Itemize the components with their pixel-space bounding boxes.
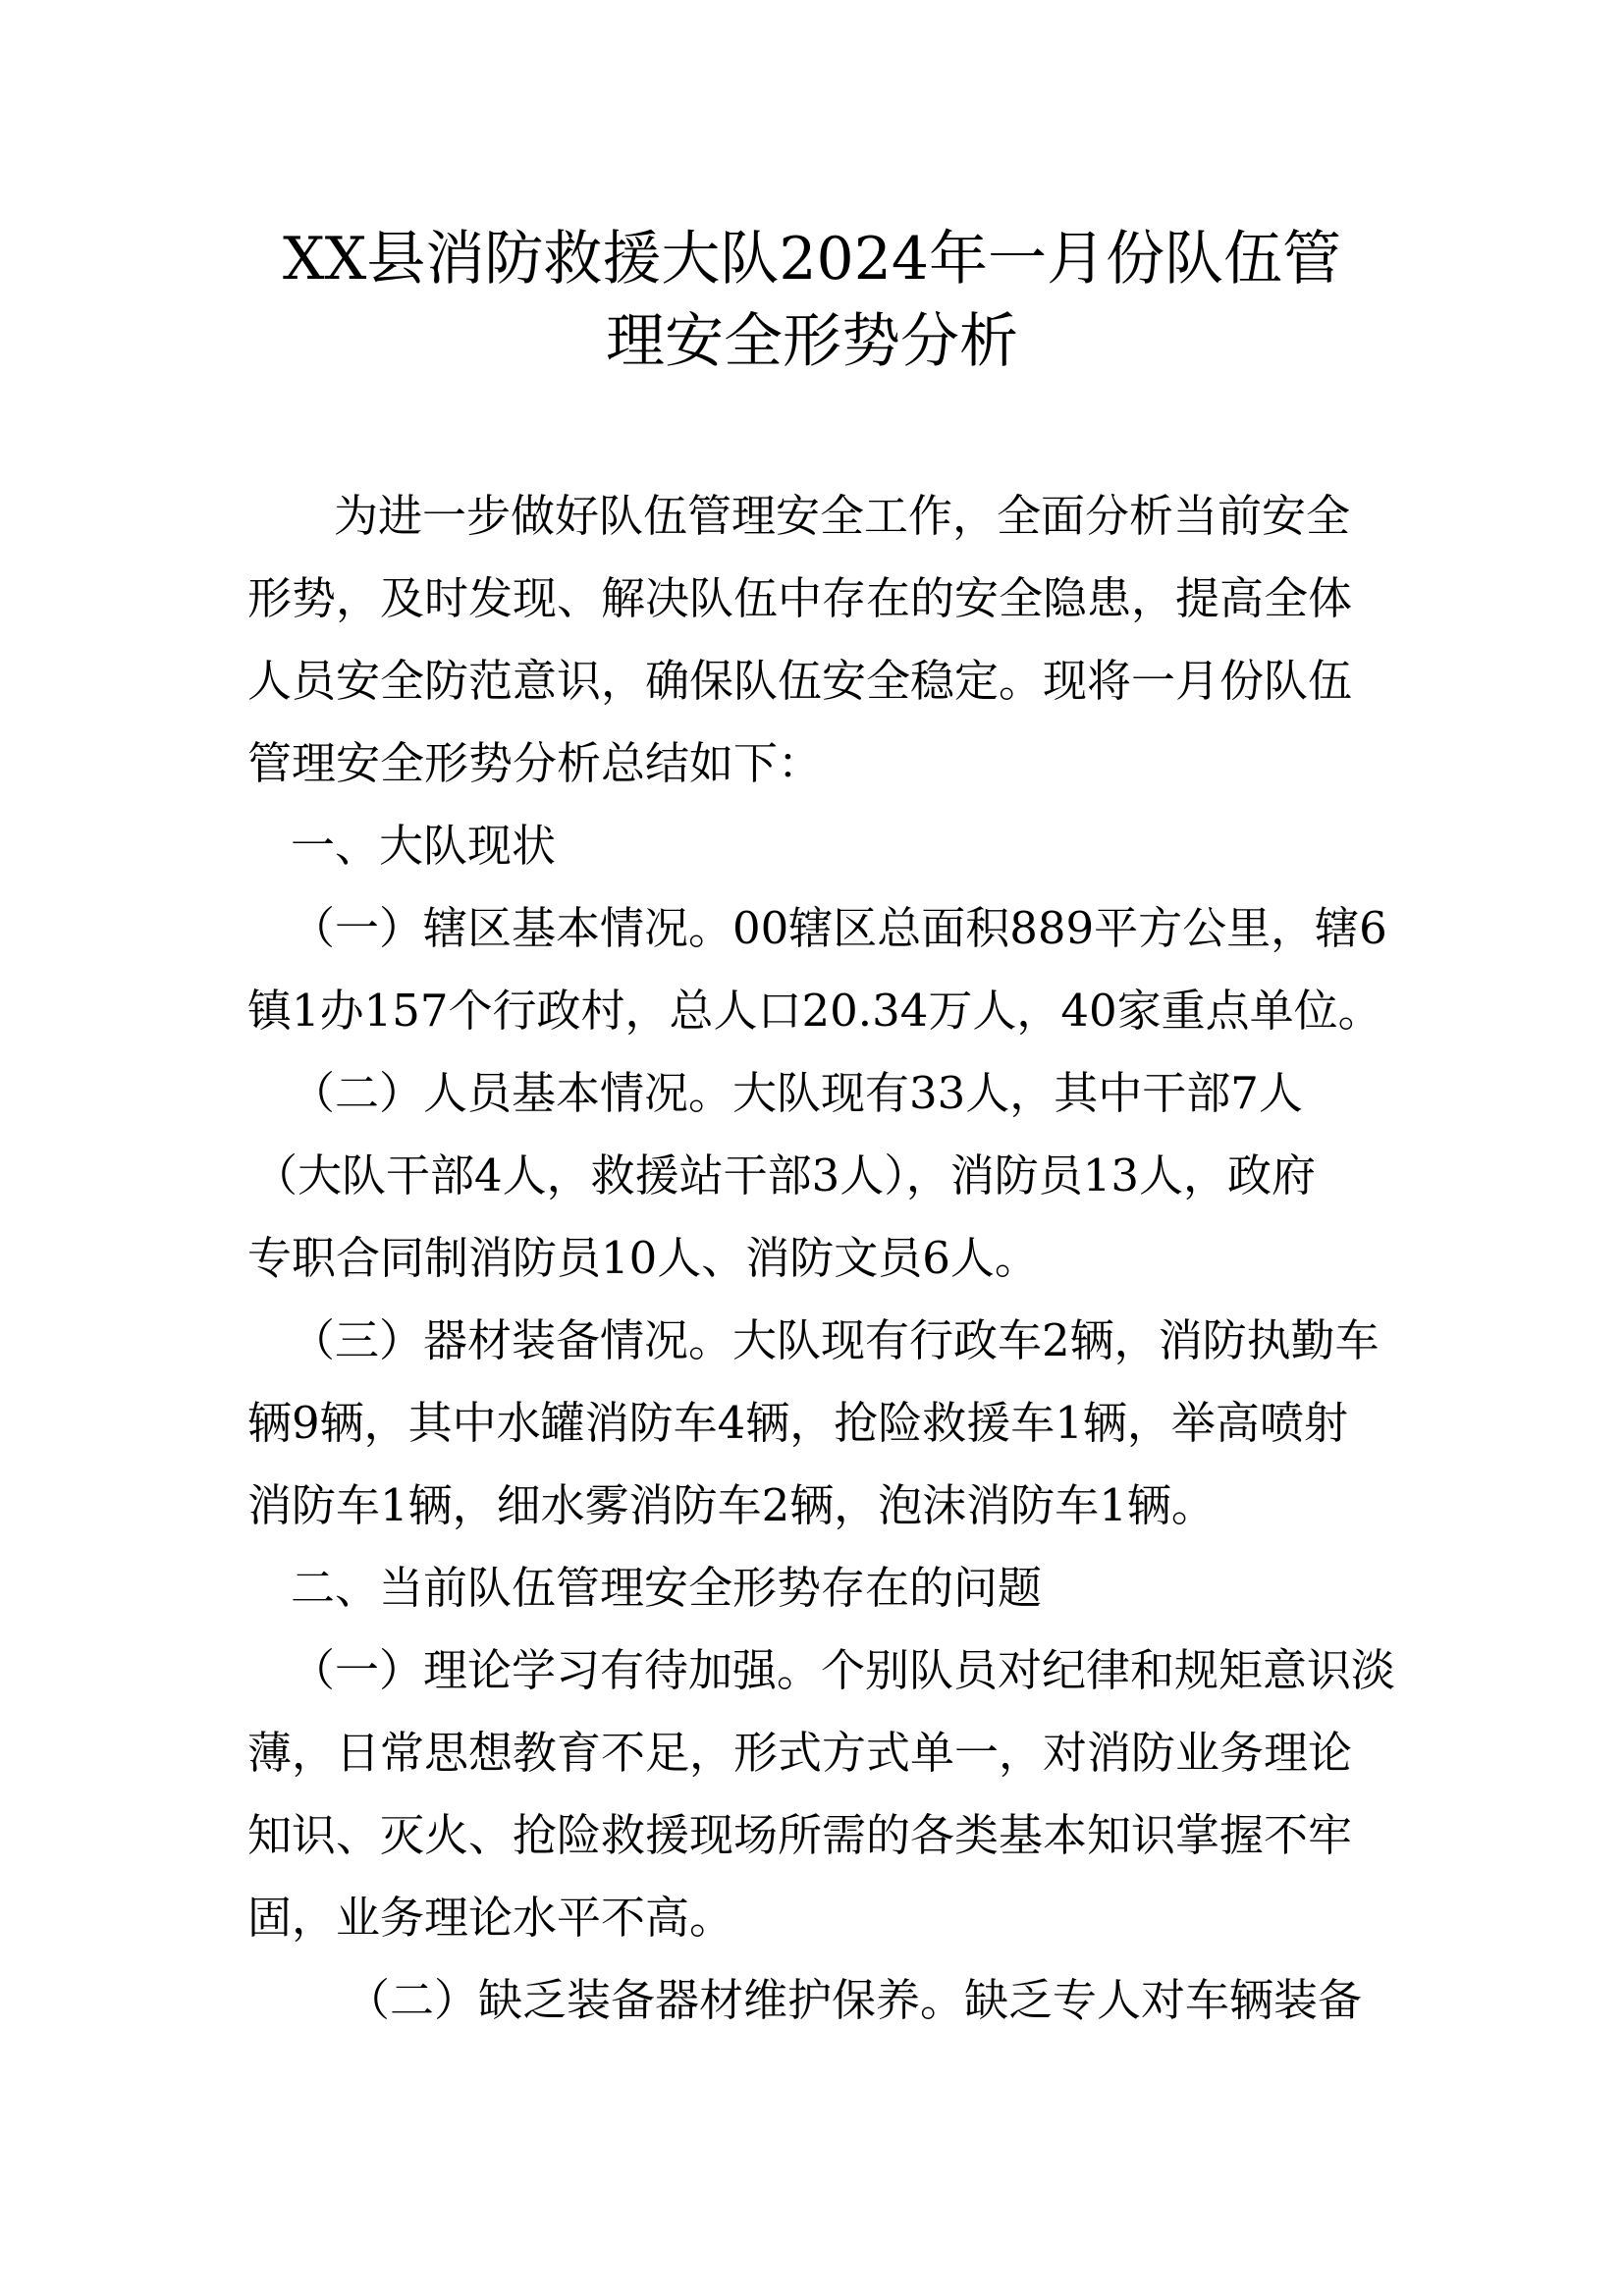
body-line-10: 专职合同制消防员10人、消防文员6人。 — [247, 1232, 1039, 1284]
body-line-19: （二）缺乏装备器材维护保养。缺乏专人对车辆装备 — [346, 1974, 1363, 2026]
section-heading-1: 一、大队现状 — [291, 820, 557, 872]
body-line-6: （一）辖区基本情况。00辖区总面积889平方公里，辖6 — [291, 902, 1387, 954]
body-line-3: 人员安全防范意识，确保队伍安全稳定。现将一月份队伍 — [247, 655, 1353, 707]
body-line-16: 薄，日常思想教育不足，形式方式单一，对消防业务理论 — [247, 1727, 1353, 1779]
body-line-7: 镇1办157个行政村，总人口20.34万人，40家重点单位。 — [247, 985, 1382, 1037]
body-line-9: （大队干部4人，救援站干部3人），消防员13人，政府 — [253, 1149, 1317, 1201]
body-line-8: （二）人员基本情况。大队现有33人，其中干部7人 — [291, 1067, 1303, 1119]
section-heading-2: 二、当前队伍管理安全形势存在的问题 — [291, 1562, 1043, 1614]
body-line-1: 为进一步做好队伍管理安全工作，全面分析当前安全 — [334, 490, 1351, 542]
body-line-18: 固，业务理论水平不高。 — [247, 1892, 734, 1944]
body-line-13: 消防车1辆，细水雾消防车2辆，泡沫消防车1辆。 — [247, 1479, 1216, 1531]
document-title-line-2: 理安全形势分析 — [606, 307, 1018, 376]
body-line-2: 形势，及时发现、解决队伍中存在的安全隐患，提高全体 — [247, 572, 1353, 624]
body-line-17: 知识、灭火、抢险救援现场所需的各类基本知识掌握不牢 — [247, 1809, 1353, 1861]
body-line-4: 管理安全形势分析总结如下： — [247, 737, 823, 789]
body-line-11: （三）器材装备情况。大队现有行政车2辆，消防执勤车 — [291, 1314, 1380, 1366]
body-line-15: （一）理论学习有待加强。个别队员对纪律和规矩意识淡 — [291, 1644, 1396, 1696]
body-line-12: 辆9辆，其中水罐消防车4辆，抢险救援车1辆，举高喷射 — [247, 1397, 1348, 1449]
document-title-line-1: XX县消防救援大队2024年一月份队伍管 — [282, 225, 1342, 294]
